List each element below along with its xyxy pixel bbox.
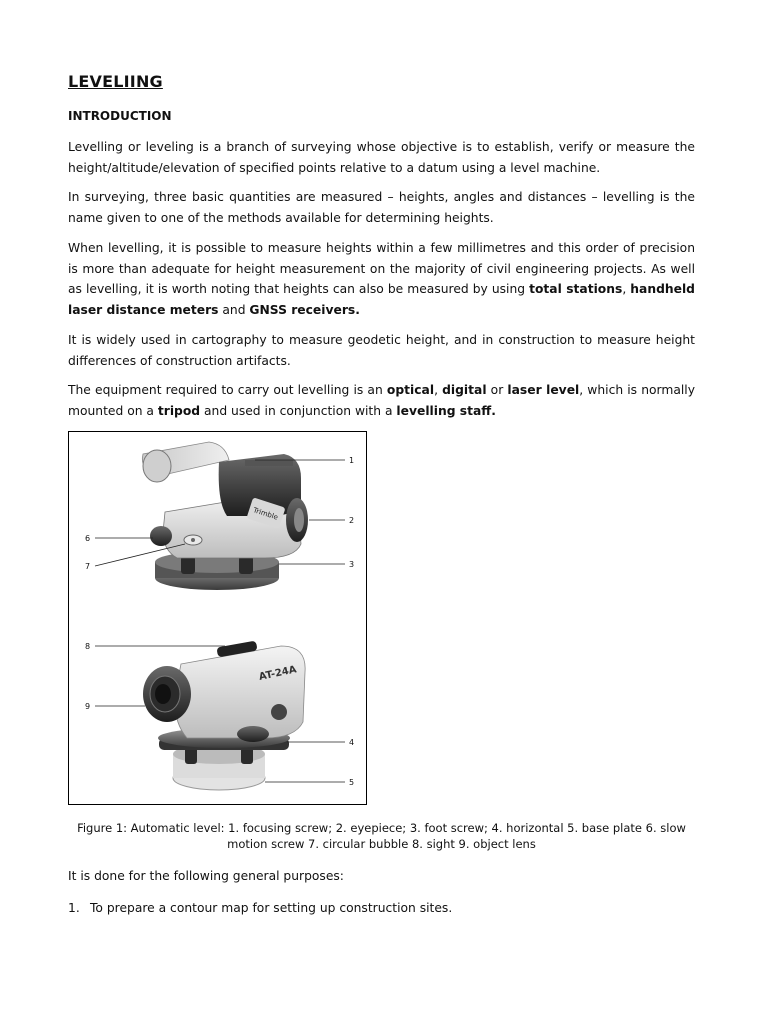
callout-4: 4 [349,738,355,747]
p5-text-a: The equipment required to carry out levelling is an [68,383,387,397]
list-item [68,898,452,918]
callout-8: 8 [85,642,91,651]
paragraph-2: In surveying, three basic quantities are measured – heights, angles and distances – levelling is the name given to one of the methods available for determining heights. [68,190,695,225]
callout-3: 3 [349,560,355,569]
callout-6: 6 [85,534,91,543]
p3-text-a: When levelling, it is possible to measure heights within a few millimetres and this order of precision is more than adequate for height measurement on the majority of civil engineering projects. As well as levelling, it is worth noting that heights can also be measured by using [68,241,695,296]
p5-bold-staff: levelling staff. [396,403,496,418]
model-label: AT-24A [257,664,298,683]
callout-1: 1 [349,456,355,465]
paragraph-5 [68,380,695,421]
figure-caption: Figure 1: Automatic level: 1. focusing screw; 2. eyepiece; 3. foot screw; 4. horizontal 5. base plate 6. slow motion screw 7. circular bubble 8. sight 9. object lens [77,821,686,851]
figure-automatic-level [68,431,367,805]
level-top-view [142,442,308,590]
level-bottom-view [143,641,305,790]
callout-5: 5 [349,778,355,787]
p5-bold-optical: optical [386,383,435,397]
p5-text-e: , which is normally mounted on a [68,383,695,418]
paragraph-1: Levelling or leveling is a branch of surveying whose objective is to establish, verify or measure the height/altitude/elevation of specified points relative to a datum using a level machine. [68,140,695,175]
callout-7: 7 [85,562,91,571]
p5-text-d: or [486,383,508,397]
p5-bold-tripod: tripod [157,403,201,418]
p3-text-c: , [622,282,631,296]
p5-bold-digital: digital [442,383,487,397]
p3-text-d: and [218,302,250,317]
brand-label: Trimble [252,506,279,522]
paragraph-4: It is widely used in cartography to measure geodetic height, and in construction to measure height differences of construction artifacts. [68,333,695,368]
document-title: LEVELIING [68,72,163,91]
callout-2: 2 [349,516,355,525]
paragraph-3 [68,238,695,320]
p5-text-f: and used in conjunction with a [200,403,397,418]
p3-bold-laser-meters: handheld laser distance meters [68,282,695,317]
p5-text-c: , [434,383,443,397]
list-item-text: To prepare a contour map for setting up construction sites. [90,901,453,915]
list-item-number: 1. [68,901,80,915]
p5-bold-laser-level: laser level [507,383,580,397]
callout-9: 9 [85,702,91,711]
p3-bold-gnss: GNSS receivers. [249,302,360,317]
p3-bold-total-stations: total stations [529,282,623,296]
automatic-level-illustration [69,432,366,804]
paragraph-6: It is done for the following general purposes: [68,869,344,883]
section-heading: INTRODUCTION [68,109,172,123]
